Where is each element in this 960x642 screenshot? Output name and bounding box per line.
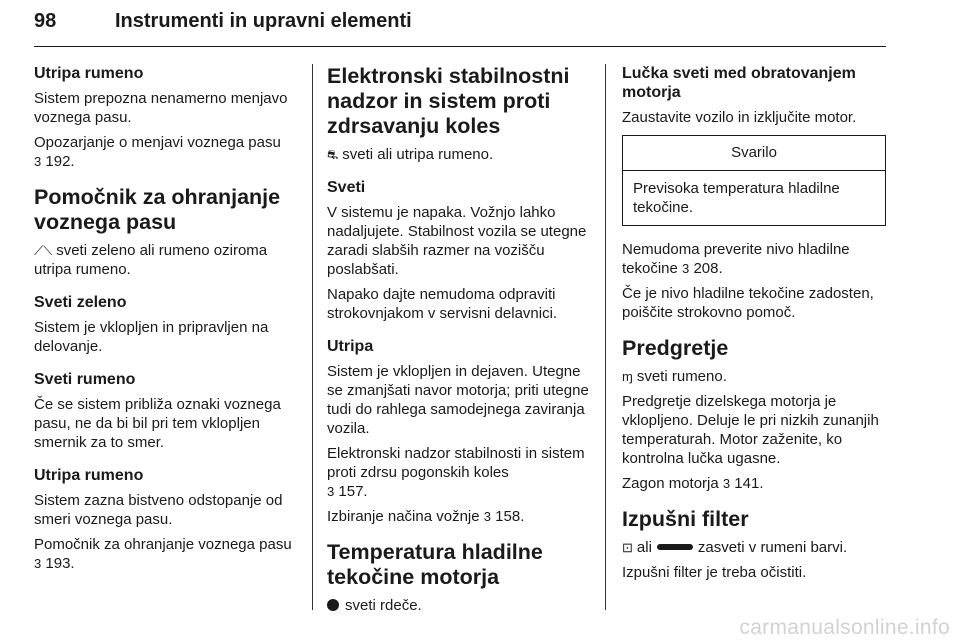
- warning-box-body: Previsoka temperatura hladilne tekočine.: [633, 180, 840, 216]
- section-heading: Utripa rumeno: [34, 467, 144, 484]
- section-title: Predgretje: [622, 336, 729, 360]
- paragraph-with-ref: Izbiranje načina vožnje 3 158.: [327, 508, 525, 525]
- paragraph-with-icon: sveti rdeče.: [327, 596, 589, 615]
- ref-arrow-icon: 3: [34, 154, 42, 169]
- paragraph: V sistemu je napaka. Vožnjo lahko nadaljujete. Stabilnost vozila se utegne zaradi slabših razmer na vozišču poslabšati.: [327, 204, 587, 278]
- page-ref-link[interactable]: 193.: [45, 555, 75, 572]
- section-heading: Lučka sveti med obratovanjem motorja: [622, 65, 856, 101]
- ref-arrow-icon: 3: [722, 476, 731, 491]
- paragraph-with-icon: ɱ sveti rumeno.: [622, 368, 727, 385]
- section-heading: Utripa rumeno: [34, 65, 144, 82]
- page-title: Instrumenti in upravni elementi: [115, 10, 412, 32]
- lane-keep-assist-icon: ⟋⟍: [34, 243, 53, 258]
- page-header: [34, 6, 886, 46]
- column-divider: [605, 64, 606, 610]
- column-right: [622, 64, 886, 588]
- paragraph-with-ref: Elektronski nadzor stabilnosti in sistem proti zdrsu pogonskih koles 3 157.: [327, 445, 585, 500]
- paragraph: Sistem prepozna nenamerno menjavo voznega pasu.: [34, 90, 288, 126]
- warning-dot-icon: [327, 599, 339, 611]
- esc-skid-icon: ⛐: [327, 147, 339, 162]
- header-rule: [34, 46, 886, 47]
- page-number: 98: [34, 10, 57, 32]
- section-title: Pomočnik za ohranjanje voznega pasu: [34, 185, 281, 234]
- page-ref-link[interactable]: 158.: [495, 508, 525, 525]
- paragraph: Sistem zazna bistveno odstopanje od smeri voznega pasu.: [34, 492, 283, 528]
- page-ref-link[interactable]: 192.: [45, 153, 75, 170]
- paragraph-with-ref: Zagon motorja 3 141.: [622, 475, 764, 492]
- paragraph-with-icon: ⟋⟍ sveti zeleno ali rumeno oziroma utripa rumeno.: [34, 242, 268, 278]
- section-heading: Utripa: [327, 338, 374, 355]
- column-divider: [312, 64, 313, 610]
- warning-box-header: Svarilo: [623, 136, 885, 171]
- column-left: [34, 64, 302, 579]
- page-ref-link[interactable]: 208.: [693, 260, 723, 277]
- paragraph: Sistem je vklopljen in pripravljen na delovanje.: [34, 319, 269, 355]
- column-middle: [327, 64, 589, 621]
- paragraph-with-ref: Opozarjanje o menjavi voznega pasu 3 192.: [34, 134, 281, 170]
- section-heading: Sveti zeleno: [34, 294, 127, 311]
- warning-box: [622, 135, 886, 226]
- paragraph-with-ref: Pomočnik za ohranjanje voznega pasu 3 193.: [34, 536, 292, 572]
- section-title: Elektronski stabilnostni nadzor in sistem proti zdrsavanju koles: [327, 64, 570, 138]
- filter-bar-icon: [657, 544, 693, 550]
- paragraph: Če se sistem približa oznaki voznega pasu, ne da bi bil pri tem vklopljen smernik za to smer.: [34, 396, 281, 451]
- ref-arrow-icon: 3: [34, 556, 42, 571]
- paragraph: Napako dajte nemudoma odpraviti strokovnjakom v servisni delavnici.: [327, 286, 558, 322]
- section-title: Izpušni filter: [622, 507, 749, 531]
- section-title: Temperatura hladilne tekočine motorja: [327, 540, 543, 589]
- glow-plug-icon: ɱ: [622, 369, 633, 384]
- page-ref-link[interactable]: 141.: [734, 475, 764, 492]
- paragraph: Če je nivo hladilne tekočine zadosten, poiščite strokovno pomoč.: [622, 285, 874, 321]
- ref-arrow-icon: 3: [483, 509, 491, 524]
- section-heading: Sveti rumeno: [34, 371, 136, 388]
- paragraph-with-ref: Nemudoma preverite nivo hladilne tekočine 3 208.: [622, 241, 850, 277]
- watermark: carmanualsonline.info: [739, 616, 950, 639]
- ref-arrow-icon: 3: [682, 261, 690, 276]
- paragraph: Predgretje dizelskega motorja je vklopljeno. Deluje le pri nizkih zunanjih temperaturah. Motor zaženite, ko kontrolna lučka ugasne.: [622, 393, 879, 467]
- paragraph-with-icon: ⊡ ali zasveti v rumeni barvi.: [622, 539, 848, 556]
- paragraph-with-icon: ⛐ sveti ali utripa rumeno.: [327, 146, 494, 163]
- ref-arrow-icon: 3: [327, 484, 335, 499]
- exhaust-filter-icon: ⊡: [622, 540, 633, 555]
- paragraph: Sistem je vklopljen in dejaven. Utegne se zmanjšati navor motorja; priti utegne tudi do rahlega samodejnega zaviranja vozila.: [327, 363, 589, 437]
- section-heading: Sveti: [327, 179, 366, 196]
- page-ref-link[interactable]: 157.: [338, 483, 368, 500]
- paragraph: Izpušni filter je treba očistiti.: [622, 564, 807, 581]
- paragraph: Zaustavite vozilo in izključite motor.: [622, 109, 857, 126]
